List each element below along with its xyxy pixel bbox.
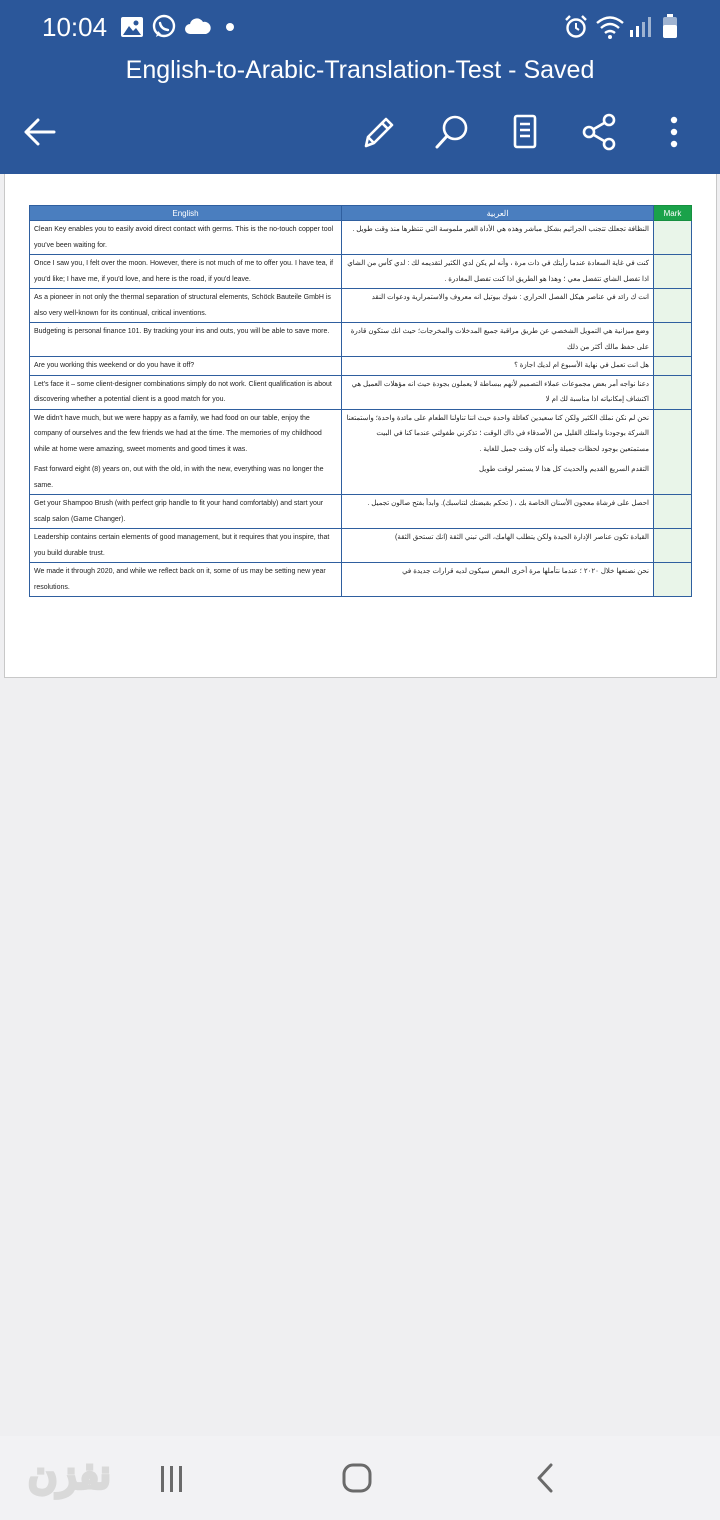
arabic-text: احصل على فرشاة معجون الأسنان الخاصة بك ، ( تحكم بقبضتك لتناسبك). وابدأ بفتح صالون تجميل . [367,500,649,507]
english-text: Clean Key enables you to easily avoid direct contact with germs. This is the no-touch copper tool you've been waiting for. [34,226,334,249]
back-arrow-icon[interactable] [20,112,60,152]
mark-cell[interactable] [654,495,692,529]
reading-view-icon[interactable] [506,112,546,152]
status-bar [0,0,720,54]
header-mark: Mark [654,206,692,221]
english-text: Are you working this weekend or do you have it off? [34,362,195,369]
table-row [30,409,692,495]
table-row [30,495,692,529]
english-cell[interactable] [30,221,342,255]
more-options-icon[interactable] [654,112,694,152]
arabic-text: هل انت تعمل في نهاية الأسبوع ام لديك اجازة ؟ [514,362,649,369]
english-cell[interactable] [30,357,342,376]
dot-icon [225,22,235,32]
share-icon[interactable] [580,112,620,152]
english-text: Leadership contains certain elements of good management, but it requires that you inspire, that you build durable trust. [34,534,330,557]
english-cell[interactable] [30,323,342,357]
recent-apps-icon[interactable] [158,1464,186,1494]
arabic-cell[interactable] [342,357,654,376]
english-cell[interactable] [30,563,342,597]
arabic-cell[interactable] [342,563,654,597]
table-header-row [30,206,692,221]
header-arabic: العربية [342,206,654,221]
arabic-cell[interactable] [342,323,654,357]
whatsapp-icon [151,14,177,40]
search-icon[interactable] [432,112,472,152]
gallery-icon [120,16,144,38]
mark-cell[interactable] [654,375,692,409]
table-row [30,529,692,563]
arabic-cell[interactable] [342,529,654,563]
header-english: English [30,206,342,221]
arabic-cell[interactable] [342,409,654,495]
arabic-text: انت ك رائد في عناصر هيكل الفصل الحراري : شوك بيوتيل انه معروف والاستمرارية ودعوات النقد [371,294,649,301]
arabic-text: التقدم السريع القديم والحديث كل هذا لا يستمر لوقت طويل [478,466,649,473]
signal-icon [628,16,652,38]
arabic-cell[interactable] [342,221,654,255]
english-cell[interactable] [30,529,342,563]
mark-cell[interactable] [654,529,692,563]
english-text: We made it through 2020, and while we reflect back on it, some of us may be setting new year resolutions. [34,568,326,591]
edit-pencil-icon[interactable] [358,112,398,152]
mark-cell[interactable] [654,409,692,495]
cloud-icon [184,17,212,35]
translation-table [29,205,692,597]
english-cell[interactable] [30,255,342,289]
arabic-text: القيادة تكون عناصر الإدارة الجيدة ولكن يتطلب الهامك، التي تبني الثقة (انك تستحق الثقة) [395,534,649,541]
arabic-cell[interactable] [342,495,654,529]
back-nav-icon[interactable] [533,1462,557,1494]
mark-cell[interactable] [654,255,692,289]
document-title: English-to-Arabic-Translation-Test - Saved [125,56,595,84]
table-row [30,255,692,289]
arabic-text: نحن لم نكن نملك الكثير ولكن كنا سعيدين كعائلة واحدة حيث اننا تناولنا الطعام على مائدة واحدة؛ واستمتعنا الشركة بوجودنا وامتلك القليل من الأصدقاء في ذاك الوقت ؛ تذكرني طفولتي عندما كنا في البيت مستمتعين بوجود لحظات جميلة وأنه كان وقت جميل للغاية . [346,414,649,453]
arabic-cell[interactable] [342,255,654,289]
alarm-icon [563,14,589,40]
document-page[interactable] [4,174,717,678]
battery-icon [662,13,678,39]
arabic-text: نحن نصنعها خلال ٢٠٢٠ ؛ عندما نتأملها مرة أخرى البعض سيكون لديه قرارات جديدة في [402,568,649,575]
arabic-cell[interactable] [342,375,654,409]
table-row [30,563,692,597]
english-cell[interactable] [30,409,342,495]
mark-cell[interactable] [654,221,692,255]
english-text: Let's face it – some client-designer combinations simply do not work. Client qualification is about discovering whether a potential client is a good match for you. [34,380,332,403]
english-text: Fast forward eight (8) years on, out with the old, in with the new, everything was no longer the same. [34,466,324,489]
table-row [30,323,692,357]
english-cell[interactable] [30,375,342,409]
english-cell[interactable] [30,495,342,529]
arabic-text: دعنا نواجه أمر بعض مجموعات عملاء التصميم لأنهم ببساطة لا يعملون بجودة حيث انه مؤهلات العميل هي اكتشاف إمكانياته اذا مناسبة لك ام لا [351,380,649,403]
arabic-cell[interactable] [342,289,654,323]
table-row [30,221,692,255]
table-row [30,357,692,376]
home-icon[interactable] [341,1462,373,1494]
status-time: 10:04 [42,12,108,42]
app-bar [0,0,720,174]
wifi-icon [595,14,625,40]
table-row [30,289,692,323]
mark-cell[interactable] [654,289,692,323]
watermark-logo: نفزن [28,1453,111,1497]
arabic-text: النظافة تجعلك تتجنب الجراثيم بشكل مباشر وهذه هي الأداة الغير ملموسة التي تنتظرها منذ وقت طويل . [352,226,649,233]
english-cell[interactable] [30,289,342,323]
mark-cell[interactable] [654,357,692,376]
arabic-text: كنت في غاية السعادة عندما رأيتك في ذات مرة ، وأنه لم يكن لدي الكثير لتقديمه لك : لدي كأس من الشاي اذا تفضل الشاي تتفضل معي ؛ وهذا هو الطريق اذا كنت تفضل المغادرة . [347,260,649,283]
table-body [30,221,692,597]
english-text: Budgeting is personal finance 101. By tracking your ins and outs, you will be able to save more. [34,328,330,335]
english-text: Once I saw you, I felt over the moon. However, there is not much of me to offer you. I have tea, if you'd like; I have me, if you'd love, and here is the road, if you'd leave. [34,260,334,283]
mark-cell[interactable] [654,323,692,357]
english-text: As a pioneer in not only the thermal separation of structural elements, Schöck Bauteile GmbH is also very well-known for its continual, critical inventions. [34,294,331,317]
english-text: Get your Shampoo Brush (with perfect grip handle to fit your hand comfortably) and start your scalp salon (Game Changer). [34,500,324,523]
arabic-text: وضع ميزانية هي التمويل الشخصي عن طريق مراقبة جميع المدخلات والمخرجات؛ حيث انك ستكون قادرة على حفظ مالك أكثر من ذلك [350,328,649,351]
mark-cell[interactable] [654,563,692,597]
english-text: We didn't have much, but we were happy as a family, we had food on our table, enjoy the company of ourselves and the few friends we had at the time. The memories of my childhood while at home were amazing, sweet moments and good times it was. [34,414,322,453]
table-row [30,375,692,409]
